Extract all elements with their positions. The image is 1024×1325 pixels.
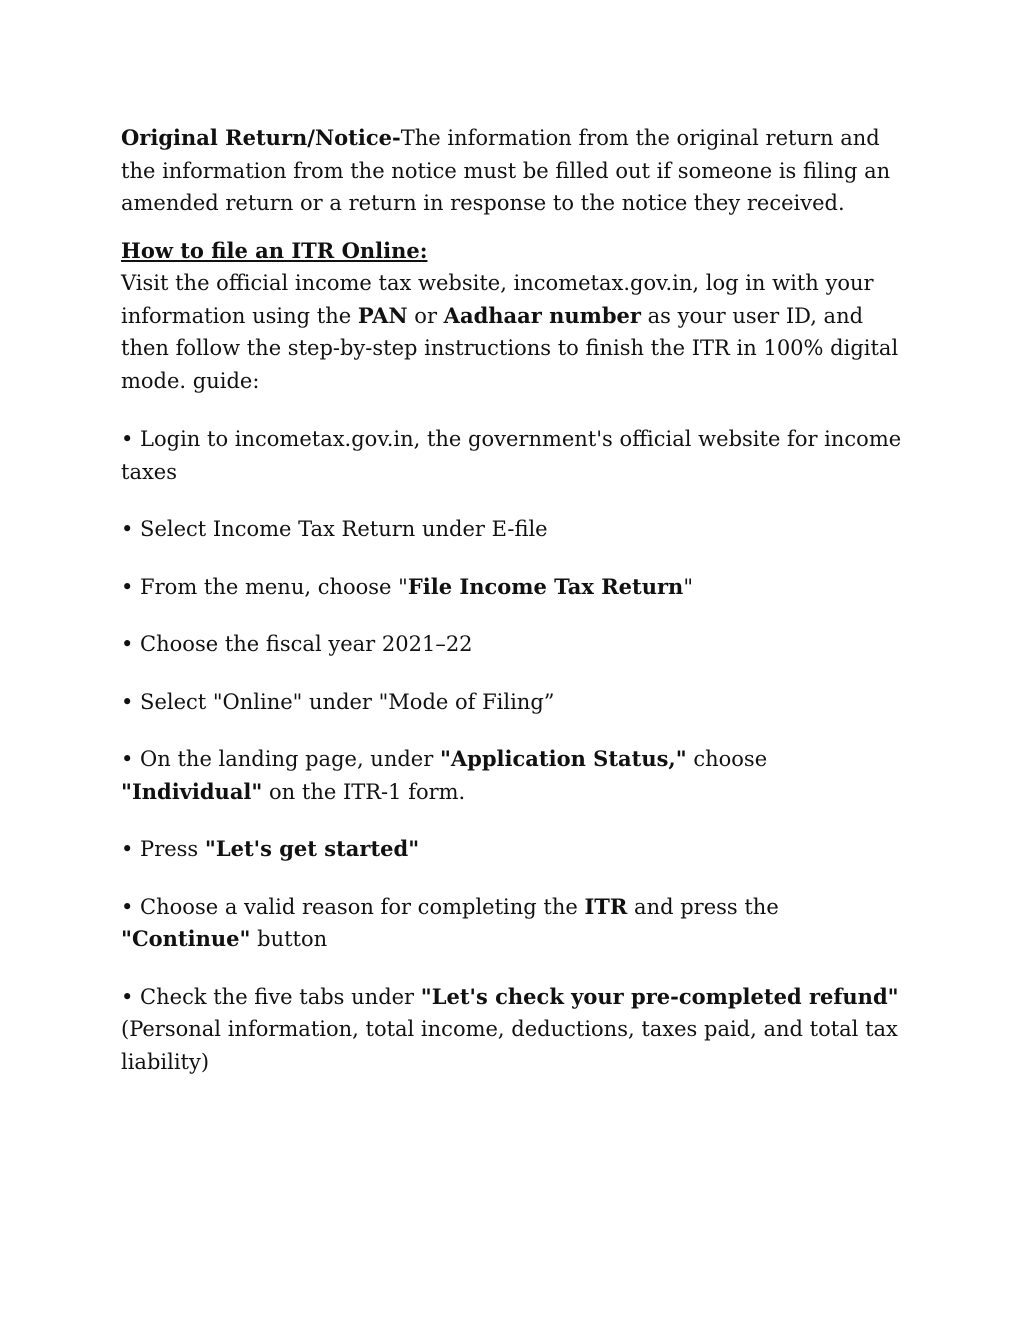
bullet-reason-bold-1: ITR	[584, 893, 628, 919]
bullet-mode-of-filing: • Select "Online" under "Mode of Filing”	[121, 689, 555, 714]
section-heading: How to file an ITR Online:	[121, 237, 428, 263]
bullet-status-text-1: • On the landing page, under	[121, 747, 440, 771]
bullet-tabs-bold: "Let's check your pre-completed refund"	[420, 983, 899, 1009]
bullet-press-started	[121, 833, 911, 866]
bullet-tabs-text-1: • Check the five tabs under	[121, 984, 421, 1009]
bullet-reason-text-2: and press the	[627, 894, 779, 919]
bullet-select-efile: • Select Income Tax Return under E-file	[121, 517, 548, 541]
bullet-status-text-2: choose	[686, 747, 768, 771]
bullet-reason-text-1: • Choose a valid reason for completing the	[121, 894, 585, 919]
visit-text-1: Visit the official income tax website, incometax.gov.in, log in with your information using the	[121, 271, 874, 328]
bullet-menu-text-2: "	[683, 574, 693, 599]
visit-text-3: as your user ID, and then follow the step-by-step instructions to finish the ITR in 100% digital mode. guide:	[121, 303, 899, 393]
bullet-menu-bold: File Income Tax Return	[407, 573, 684, 599]
bullet-reason-bold-2: "Continue"	[121, 926, 251, 951]
bullet-status-bold-2: "Individual"	[121, 778, 263, 804]
bullet-tabs-text-2: (Personal information, total income, deductions, taxes paid, and total tax liability)	[121, 1017, 898, 1074]
document-body	[121, 122, 911, 1103]
visit-bold-pan: PAN	[357, 302, 408, 328]
bullet-valid-reason	[121, 891, 911, 956]
bullet-fiscal-year: • Choose the fiscal year 2021–22	[121, 632, 473, 656]
bullet-check-tabs	[121, 981, 911, 1079]
visit-paragraph	[121, 267, 911, 397]
bullet-reason-text-3: button	[250, 927, 328, 951]
bullet-menu-choose	[121, 571, 911, 604]
bullet-press-text: • Press	[121, 837, 205, 861]
intro-text: The information from the original return and the information from the notice must be filled out if someone is filing an amended return or a return in response to the notice they received.	[121, 126, 891, 215]
intro-label: Original Return/Notice-	[121, 125, 401, 150]
bullet-login: • Login to incometax.gov.in, the government's official website for income taxes	[121, 427, 902, 484]
visit-bold-aadhaar: Aadhaar number	[443, 302, 641, 328]
visit-text-2: or	[407, 303, 444, 328]
intro-paragraph	[121, 122, 911, 220]
bullet-status-bold-1: "Application Status,"	[439, 746, 687, 771]
bullet-status-text-3: on the ITR-1 form.	[262, 779, 466, 804]
bullet-menu-text-1: • From the menu, choose "	[121, 574, 408, 599]
bullet-application-status	[121, 743, 911, 808]
bullet-press-bold: "Let's get started"	[204, 836, 420, 861]
